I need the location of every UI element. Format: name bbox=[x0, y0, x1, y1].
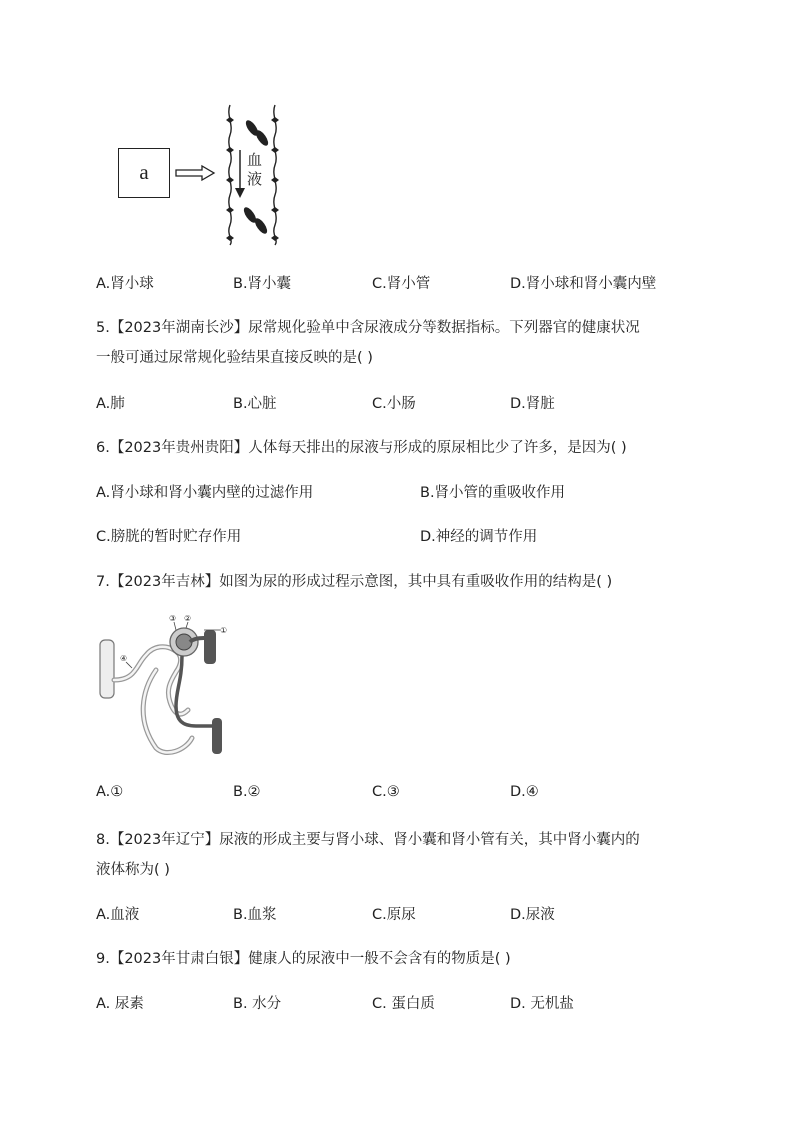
q9-stem-line1: 9.【2023年甘肃白银】健康人的尿液中一般不会含有的物质是( ) bbox=[96, 951, 511, 967]
q6-option-d[interactable]: D.神经的调节作用 bbox=[420, 529, 538, 545]
collecting-duct bbox=[100, 640, 114, 698]
vessel-wall-right bbox=[274, 105, 276, 245]
q4-option-a[interactable]: A.肾小球 bbox=[96, 276, 154, 292]
glomerulus bbox=[176, 634, 192, 650]
blood-label-1: 血 bbox=[247, 151, 263, 169]
renal-vein-branch bbox=[212, 718, 222, 754]
q6-option-c[interactable]: C.膀胱的暂时贮存作用 bbox=[96, 529, 242, 545]
flow-arrow-head-icon bbox=[235, 188, 245, 198]
q8-option-b[interactable]: B.血浆 bbox=[233, 907, 277, 923]
q8-stem-line1: 8.【2023年辽宁】尿液的形成主要与肾小球、肾小囊和肾小管有关，其中肾小囊内的 bbox=[96, 832, 640, 848]
label-2: ② bbox=[184, 614, 192, 623]
label-4: ④ bbox=[120, 654, 128, 663]
q7-stem-line1: 7.【2023年吉林】如图为尿的形成过程示意图，其中具有重吸收作用的结构是( ) bbox=[96, 574, 613, 590]
q9-option-c[interactable]: C. 蛋白质 bbox=[372, 996, 435, 1012]
label-3: ③ bbox=[169, 614, 177, 623]
q6-option-b[interactable]: B.肾小管的重吸收作用 bbox=[420, 485, 566, 501]
nephron-diagram bbox=[96, 610, 236, 758]
capillary-svg bbox=[110, 100, 310, 250]
q8-stem-line2: 液体称为( ) bbox=[96, 862, 170, 878]
renal-artery-branch bbox=[204, 630, 216, 664]
blood-label-2: 液 bbox=[247, 170, 263, 188]
q8-option-c[interactable]: C.原尿 bbox=[372, 907, 416, 923]
q5-stem-line2: 一般可通过尿常规化验结果直接反映的是( ) bbox=[96, 350, 373, 366]
q9-option-a[interactable]: A. 尿素 bbox=[96, 996, 144, 1012]
q4-option-c[interactable]: C.肾小管 bbox=[372, 276, 431, 292]
hollow-arrow-icon bbox=[176, 166, 214, 180]
q7-option-b[interactable]: B.② bbox=[233, 784, 261, 800]
q5-option-a[interactable]: A.肺 bbox=[96, 396, 125, 412]
q7-option-c[interactable]: C.③ bbox=[372, 784, 400, 800]
q4-option-d[interactable]: D.肾小球和肾小囊内壁 bbox=[510, 276, 657, 292]
q7-option-d[interactable]: D.④ bbox=[510, 784, 539, 800]
q9-option-d[interactable]: D. 无机盐 bbox=[510, 996, 574, 1012]
q9-option-b[interactable]: B. 水分 bbox=[233, 996, 282, 1012]
q5-option-d[interactable]: D.肾脏 bbox=[510, 396, 555, 412]
structure-a-box: a bbox=[118, 148, 170, 198]
q5-stem-line1: 5.【2023年湖南长沙】尿常规化验单中含尿液成分等数据指标。下列器官的健康状况 bbox=[96, 320, 640, 336]
q7-option-a[interactable]: A.① bbox=[96, 784, 124, 800]
q5-option-b[interactable]: B.心脏 bbox=[233, 396, 277, 412]
vessel-wall-left bbox=[229, 105, 231, 245]
label-1: ① bbox=[220, 626, 228, 635]
capillary-diagram bbox=[110, 100, 310, 250]
q5-option-c[interactable]: C.小肠 bbox=[372, 396, 416, 412]
q4-option-b[interactable]: B.肾小囊 bbox=[233, 276, 292, 292]
q6-stem-line1: 6.【2023年贵州贵阳】人体每天排出的尿液与形成的原尿相比少了许多，是因为( ) bbox=[96, 440, 627, 456]
nephron-svg bbox=[96, 610, 236, 758]
q6-option-a[interactable]: A.肾小球和肾小囊内壁的过滤作用 bbox=[96, 485, 314, 501]
q8-option-a[interactable]: A.血液 bbox=[96, 907, 140, 923]
q8-option-d[interactable]: D.尿液 bbox=[510, 907, 555, 923]
